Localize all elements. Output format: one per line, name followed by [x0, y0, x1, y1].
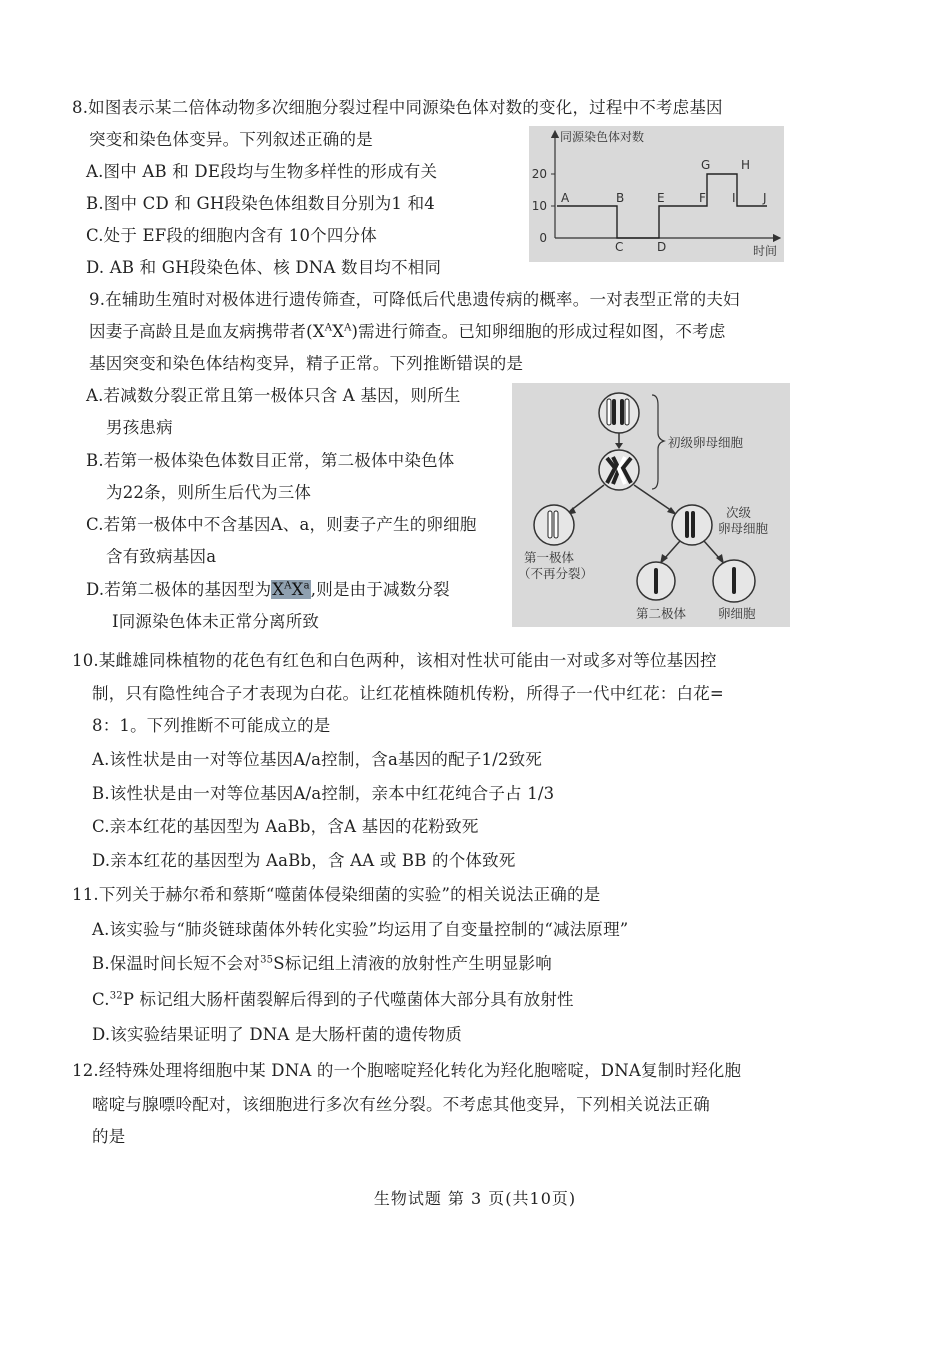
q11-c-sup: 32 [109, 990, 123, 1002]
label-secondary-2: 卵母细胞 [718, 521, 769, 536]
cell-primary-top [599, 393, 639, 433]
label-primary-oocyte: 初级卵母细胞 [668, 435, 744, 450]
label-first-polar-1: 第一极体 [524, 550, 575, 565]
chromosome-egg [732, 567, 736, 594]
q9-option-d-line1 [86, 579, 450, 601]
point-label: E [657, 191, 665, 205]
y-tick-label: 10 [531, 199, 547, 213]
y-tick-label: 20 [531, 167, 547, 181]
q9-option-d-line2: Ⅰ同源染色体未正常分离所致 [112, 612, 320, 631]
q9-option-c-line1: C.若第一极体中不含基因A、a，则妻子产生的卵细胞 [86, 515, 477, 534]
q11-option-a: A.该实验与“肺炎链球菌体外转化实验”均运用了自变量控制的“减法原理” [92, 920, 629, 939]
q8-option-a: A.图中 AB 和 DE段均与生物多样性的形成有关 [86, 162, 438, 181]
point-label: F [699, 191, 706, 205]
q9-d1-post: ,则是由于减数分裂 [310, 580, 450, 599]
q11-b-post: S标记组上清液的放射性产生明显影响 [273, 954, 552, 973]
q8-option-d: D. AB 和 GH段染色体、核 DNA 数目均不相同 [86, 258, 442, 277]
q11-stem: 11.下列关于赫尔希和蔡斯“噬菌体侵染细菌的实验”的相关说法正确的是 [72, 885, 601, 904]
q8-chart-svg [529, 126, 784, 262]
point-label: C [615, 240, 624, 254]
q10-option-c: C.亲本红花的基因型为 AaBb，含A 基因的花粉致死 [92, 817, 479, 836]
point-label: D [657, 240, 667, 254]
q11-b-pre: B.保温时间长短不会对 [92, 954, 261, 973]
q9-option-a-line1: A.若减数分裂正常且第一极体只含 A 基因，则所生 [86, 386, 461, 405]
brace-primary [652, 395, 664, 489]
q9-option-b-line2: 为22条，则所生后代为三体 [106, 483, 312, 502]
q12-stem-line2: 嘧啶与腺嘌呤配对，该细胞进行多次有丝分裂。不考虑其他变异，下列相关说法正确 [92, 1095, 710, 1114]
point-label: H [741, 158, 751, 172]
chromosome-second-polar [654, 568, 658, 594]
q11-c-pre: C. [92, 990, 110, 1009]
q8-option-b: B.图中 CD 和 GH段染色体组数目分别为1 和4 [86, 194, 435, 213]
q9-option-b-line1: B.若第一极体染色体数目正常，第二极体中染色体 [86, 451, 455, 470]
q12-stem-line3: 的是 [92, 1127, 126, 1146]
series-line [557, 174, 767, 238]
q8-option-c: C.处于 EF段的细胞内含有 10个四分体 [86, 226, 377, 245]
q9-stem2-post: )需进行筛查。已知卵细胞的形成过程如图，不考虑 [351, 322, 726, 341]
q10-option-b: B.该性状是由一对等位基因A/a控制，亲本中红花纯合子占 1/3 [92, 784, 555, 803]
geno-x2: X [291, 580, 304, 599]
arrowhead-1 [615, 443, 623, 449]
arrow-left [570, 485, 604, 511]
q8-stem-line2: 突变和染色体变异。下列叙述正确的是 [89, 130, 373, 149]
q8-chart [529, 126, 784, 262]
q8-stem-line1: 8.如图表示某二倍体动物多次细胞分裂过程中同源染色体对数的变化，过程中不考虑基因 [72, 98, 723, 117]
arrow-to-second-polar [664, 541, 680, 559]
q9-stem-line2 [89, 321, 726, 343]
q10-stem-line3: 8：1。下列推断不可能成立的是 [92, 716, 331, 735]
q10-stem-line2: 制，只有隐性纯合子才表现为白花。让红花植株随机传粉，所得子一代中红花：白花= [92, 684, 724, 703]
q11-b-sup: 35 [260, 954, 274, 966]
q9-stem2-mid: X [332, 322, 345, 341]
arrow-to-egg [704, 541, 720, 559]
point-label: B [616, 191, 625, 205]
q9-option-a-line2: 男孩患病 [106, 418, 173, 437]
q12-stem-line1: 12.经特殊处理将细胞中某 DNA 的一个胞嘧啶羟化转化为羟化胞嘧啶，DNA复制时羟化胞 [72, 1061, 742, 1080]
point-label: I [732, 191, 736, 205]
q9-figure-svg [512, 383, 790, 627]
q11-option-d: D.该实验结果证明了 DNA 是大肠杆菌的遗传物质 [92, 1025, 462, 1044]
point-label: J [763, 191, 767, 205]
q9-stem2-sup2: A [344, 322, 352, 334]
q9-stem-line1: 9.在辅助生殖时对极体进行遗传筛查，可降低后代患遗传病的概率。一对表型正常的夫妇 [89, 290, 740, 309]
q11-c-post: P 标记组大肠杆菌裂解后得到的子代噬菌体大部分具有放射性 [122, 990, 574, 1009]
point-label: A [561, 191, 570, 205]
page-footer: 生物试题 第 3 页(共10页) [373, 1189, 577, 1208]
chart-title: 同源染色体对数 [560, 130, 645, 144]
q9-d1-genotype [271, 580, 311, 599]
q10-option-a: A.该性状是由一对等位基因A/a控制，含a基因的配子1/2致死 [92, 750, 543, 769]
q9-d1-pre: D.若第二极体的基因型为 [86, 580, 272, 599]
geno-s1: A [284, 580, 292, 592]
q9-stem-line3: 基因突变和染色体结构变异，精子正常。下列推断错误的是 [89, 354, 524, 373]
label-egg: 卵细胞 [718, 606, 756, 621]
chart-x-label: 时间 [753, 244, 778, 258]
y-tick-label: 0 [539, 231, 547, 245]
point-label: G [701, 158, 711, 172]
label-second-polar: 第二极体 [636, 606, 687, 621]
q10-stem-line1: 10.某雌雄同株植物的花色有红色和白色两种，该相对性状可能由一对或多对等位基因控 [72, 651, 717, 670]
q9-stem2-pre: 因妻子高龄且是血友病携带者(X [89, 322, 325, 341]
q9-figure [512, 383, 790, 627]
q11-option-c [92, 989, 574, 1011]
q9-stem2-sup1: A [324, 322, 333, 334]
geno-s2: a [303, 580, 310, 592]
q11-option-b [92, 953, 552, 975]
q10-option-d: D.亲本红花的基因型为 AaBb，含 AA 或 BB 的个体致死 [92, 851, 516, 870]
label-first-polar-2: （不再分裂） [518, 566, 594, 581]
q9-option-c-line2: 含有致病基因a [106, 547, 217, 566]
geno-x1: X [272, 580, 285, 599]
label-secondary-1: 次级 [726, 505, 752, 520]
